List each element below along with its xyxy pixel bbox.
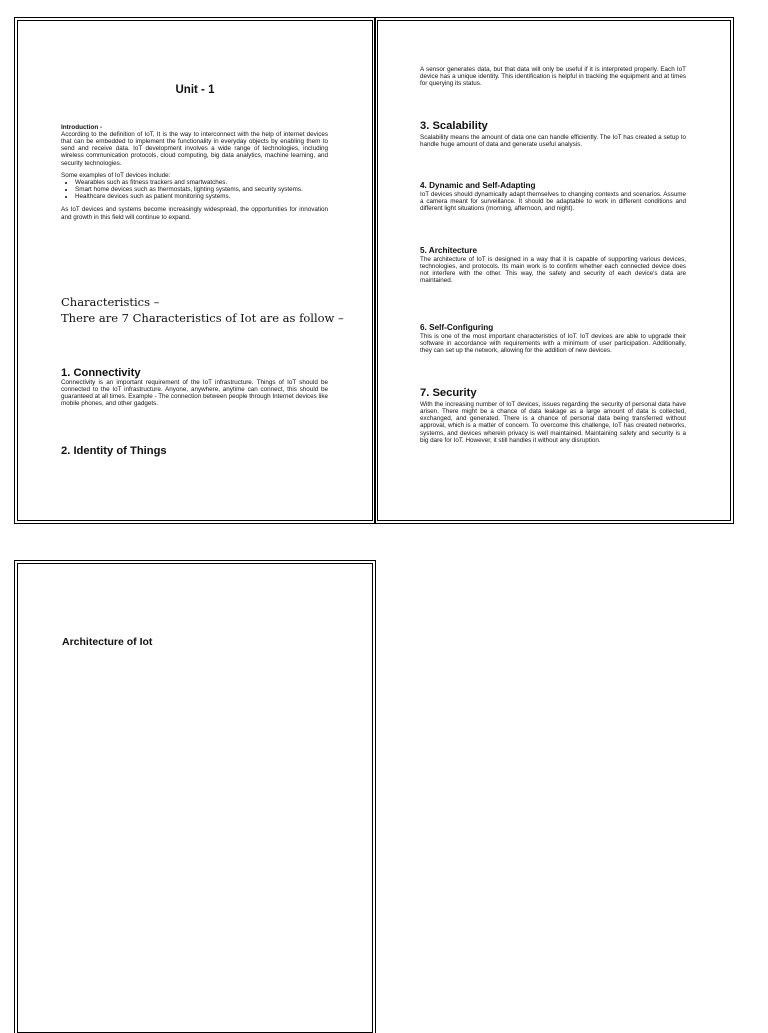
identity-heading: 2. Identity of Things [61, 445, 167, 457]
dynamic-heading: 4. Dynamic and Self-Adapting [420, 181, 536, 190]
unit-title: Unit - 1 [175, 84, 215, 96]
security-heading: 7. Security [420, 387, 477, 399]
introduction-section [61, 124, 328, 221]
document-page-1 [17, 20, 373, 521]
closing-paragraph: As IoT devices and systems become increasingly widespread, the opportunities for innovation and growth in this field will continue to expand. [61, 206, 328, 221]
connectivity-heading: 1. Connectivity [61, 367, 141, 379]
architecture-heading: 5. Architecture [420, 246, 478, 255]
intro-paragraph: According to the definition of IoT, It is the way to interconnect with the help of internet devices that can be embedded to implement the functionality in everyday objects by enabling them to send and receive data. IoT development involves a wide range of technologies, including wireless communication protocols, cloud computing, big data analytics, machine learning, and security technologies. [61, 131, 328, 167]
architecture-section [420, 246, 686, 285]
examples-intro: Some examples of IoT devices include: [61, 171, 171, 179]
list-item: • Wearables such as fitness trackers and smartwatches. [75, 179, 328, 186]
scalability-heading: 3. Scalability [420, 120, 488, 132]
security-section [420, 387, 686, 444]
scalability-paragraph: Scalability means the amount of data one can handle efficiently. The IoT has created a setup to handle huge amount of data and generate useful analysis. [420, 134, 686, 149]
list-item: • Healthcare devices such as patient monitoring systems. [75, 193, 328, 200]
characteristics-heading: Characteristics – [61, 295, 160, 309]
connectivity-section [61, 367, 328, 408]
intro-label: Introduction - [61, 124, 103, 131]
scalability-section [420, 120, 686, 148]
document-page-2 [377, 20, 731, 521]
dynamic-paragraph: IoT devices should dynamically adapt themselves to changing contexts and scenarios. Assume a camera meant for surveillance. It should be adaptable to work in different conditions and different light situations (morning, afternoon, and night). [420, 191, 686, 213]
page-title: Architecture of Iot [62, 636, 153, 648]
identity-paragraph: A sensor generates data, but that data will only be useful if it is interpreted properly. Each IoT device has a unique identity. This identification is helpful in tracking the equipment and at times for querying its status. [420, 66, 686, 88]
self-configuring-heading: 6. Self-Configuring [420, 323, 494, 332]
self-configuring-section [420, 323, 686, 354]
document-page-3 [17, 563, 373, 1033]
dynamic-section [420, 181, 686, 212]
list-item: • Smart home devices such as thermostats, lighting systems, and security systems. [75, 186, 328, 193]
self-configuring-paragraph: This is one of the most important characteristics of IoT. IoT devices are able to upgrade their software in accordance with requirements with a minimum of user participation. Additionally, they can set up the network, allowing for the addition of new devices. [420, 333, 686, 355]
characteristics-subheading: There are 7 Characteristics of Iot are as follow – [61, 311, 344, 325]
connectivity-paragraph: Connectivity is an important requirement of the IoT infrastructure. Things of IoT should be connected to the IoT infrastructure. Anyone, anywhere, anytime can connect, this should be guaranteed at all times. Example - The connection between people through Internet devices like mobile phones, and other gadgets. [61, 379, 328, 408]
security-paragraph: With the increasing number of IoT devices, issues regarding the security of personal data have arisen. There might be a chance of data leakage as a large amount of data is collected, exchanged, and generated. There is a chance of personal data being transferred without approval, which is a matter of concern. To overcome this challenge, IoT has created networks, systems, and devices wherein privacy is well maintained. Maintaining safety and security is a big dare for IoT. However, it still handles it without any disruption. [420, 401, 686, 444]
examples-list [61, 179, 328, 200]
architecture-paragraph: The architecture of IoT is designed in a way that it is capable of supporting various devices, technologies, and protocols. Its main work is to confirm whether each connected device does not interfere with the other. This way, the safety and security of each device's data are maintained. [420, 256, 686, 285]
